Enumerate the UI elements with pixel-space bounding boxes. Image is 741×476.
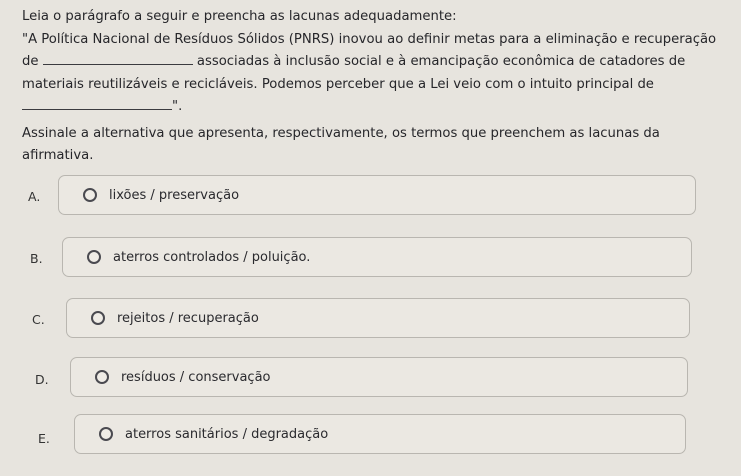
- radio-icon[interactable]: [91, 311, 105, 325]
- option-e[interactable]: [74, 414, 686, 454]
- option-c-label: rejeitos / recuperação: [117, 310, 259, 326]
- paragraph-line-2-prefix: de: [22, 54, 39, 69]
- radio-icon[interactable]: [83, 188, 97, 202]
- option-d[interactable]: [70, 357, 688, 397]
- paragraph-line-4-suffix: ".: [172, 99, 183, 114]
- option-b-label: aterros controlados / poluição.: [113, 249, 311, 265]
- option-e-label: aterros sanitários / degradação: [125, 426, 329, 442]
- paragraph-line-2-suffix: associadas à inclusão social e à emancipação econômica de catadores de: [196, 54, 686, 69]
- radio-icon[interactable]: [95, 370, 109, 384]
- option-d-label: resíduos / conservação: [121, 369, 271, 385]
- paragraph-line-3: materiais reutilizáveis e recicláveis. Podemos perceber que a Lei veio com o intuito principal de: [22, 76, 654, 92]
- option-b-letter: B.: [30, 251, 43, 266]
- option-c[interactable]: [66, 298, 690, 338]
- option-c-letter: C.: [32, 312, 45, 327]
- radio-icon[interactable]: [87, 250, 101, 264]
- option-a-label: lixões / preservação: [109, 187, 240, 203]
- radio-icon[interactable]: [99, 427, 113, 441]
- paragraph-line-1: "A Política Nacional de Resíduos Sólidos (PNRS) inovou ao definir metas para a eliminação e recuperação: [22, 31, 717, 47]
- option-d-letter: D.: [35, 372, 49, 387]
- option-e-letter: E.: [38, 431, 50, 446]
- option-b[interactable]: [62, 237, 692, 277]
- option-a[interactable]: [58, 175, 696, 215]
- question-instruction: Leia o parágrafo a seguir e preencha as lacunas adequadamente:: [22, 9, 457, 24]
- question-prompt: Assinale a alternativa que apresenta, respectivamente, os termos que preenchem as lacunas da afirmativa.: [22, 125, 660, 163]
- option-a-letter: A.: [28, 189, 41, 204]
